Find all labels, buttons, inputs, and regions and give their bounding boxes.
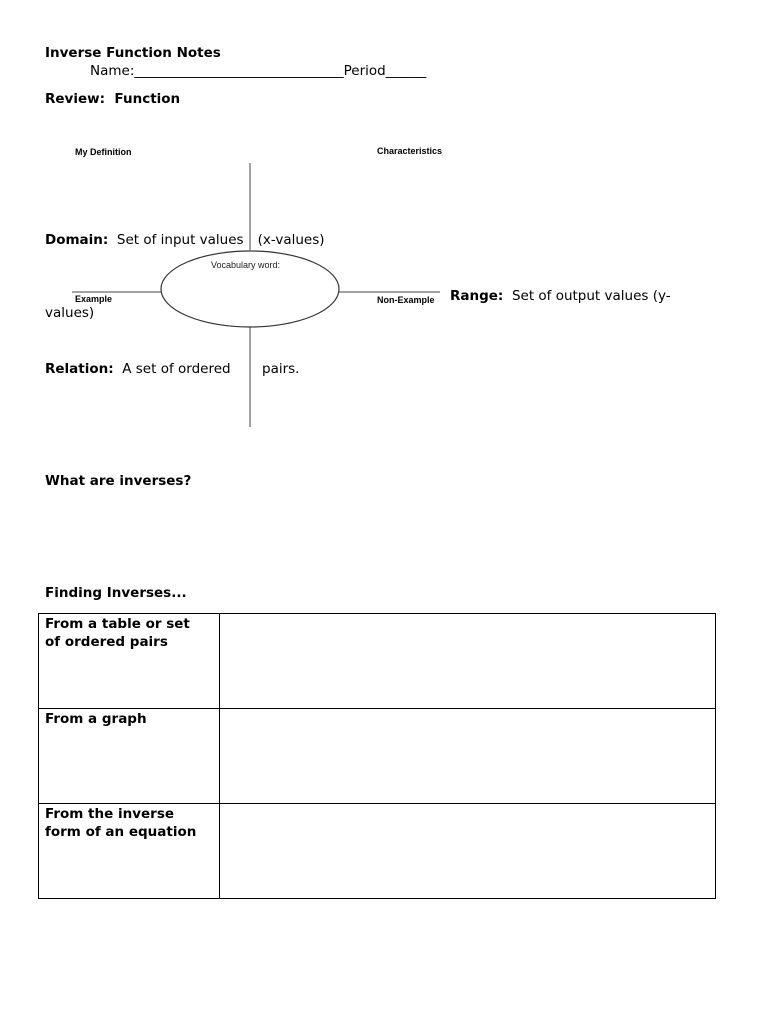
characteristics-label: Characteristics — [377, 146, 443, 156]
domain-x-values: (x-values) — [257, 232, 325, 248]
answer-cell-equation[interactable] — [220, 804, 716, 899]
relation-text-continued: pairs. — [262, 361, 300, 377]
row-label-line: From a table or set — [45, 616, 190, 632]
table-row — [39, 709, 716, 804]
my-definition-label: My Definition — [75, 147, 132, 157]
range-label: Range: — [450, 288, 504, 304]
page-title: Inverse Function Notes — [45, 45, 221, 61]
example-label: Example — [75, 294, 113, 304]
domain-label: Domain: — [45, 232, 109, 248]
review-topic: Function — [114, 91, 181, 107]
range-text: Set of output values (y- — [511, 288, 671, 304]
relation-label: Relation: — [45, 361, 114, 377]
range-line — [450, 288, 671, 304]
finding-inverses-table — [38, 613, 716, 899]
row-label-line: of ordered pairs — [45, 634, 168, 650]
vocabulary-word-label: Vocabulary word: — [211, 260, 281, 270]
answer-cell-graph[interactable] — [220, 709, 716, 804]
non-example-label: Non-Example — [377, 295, 435, 305]
row-label-table — [39, 614, 220, 709]
row-label-line: form of an equation — [45, 824, 197, 840]
table-row — [39, 804, 716, 899]
row-label-equation — [39, 804, 220, 899]
answer-cell-table[interactable] — [220, 614, 716, 709]
finding-inverses-heading: Finding Inverses... — [45, 585, 187, 601]
range-text-continued: values) — [45, 305, 95, 321]
row-label-line: From the inverse — [45, 806, 175, 822]
review-label: Review: — [45, 91, 106, 107]
relation-text: A set of ordered — [122, 361, 231, 377]
inverses-question: What are inverses? — [45, 473, 192, 489]
relation-line — [45, 361, 231, 377]
row-label-line: From a graph — [45, 711, 147, 727]
table-row — [39, 614, 716, 709]
name-period-line: Name:_______________________________Period______ — [90, 63, 427, 79]
row-label-graph — [39, 709, 220, 804]
domain-line — [45, 232, 325, 248]
domain-text: Set of input values — [116, 232, 244, 248]
